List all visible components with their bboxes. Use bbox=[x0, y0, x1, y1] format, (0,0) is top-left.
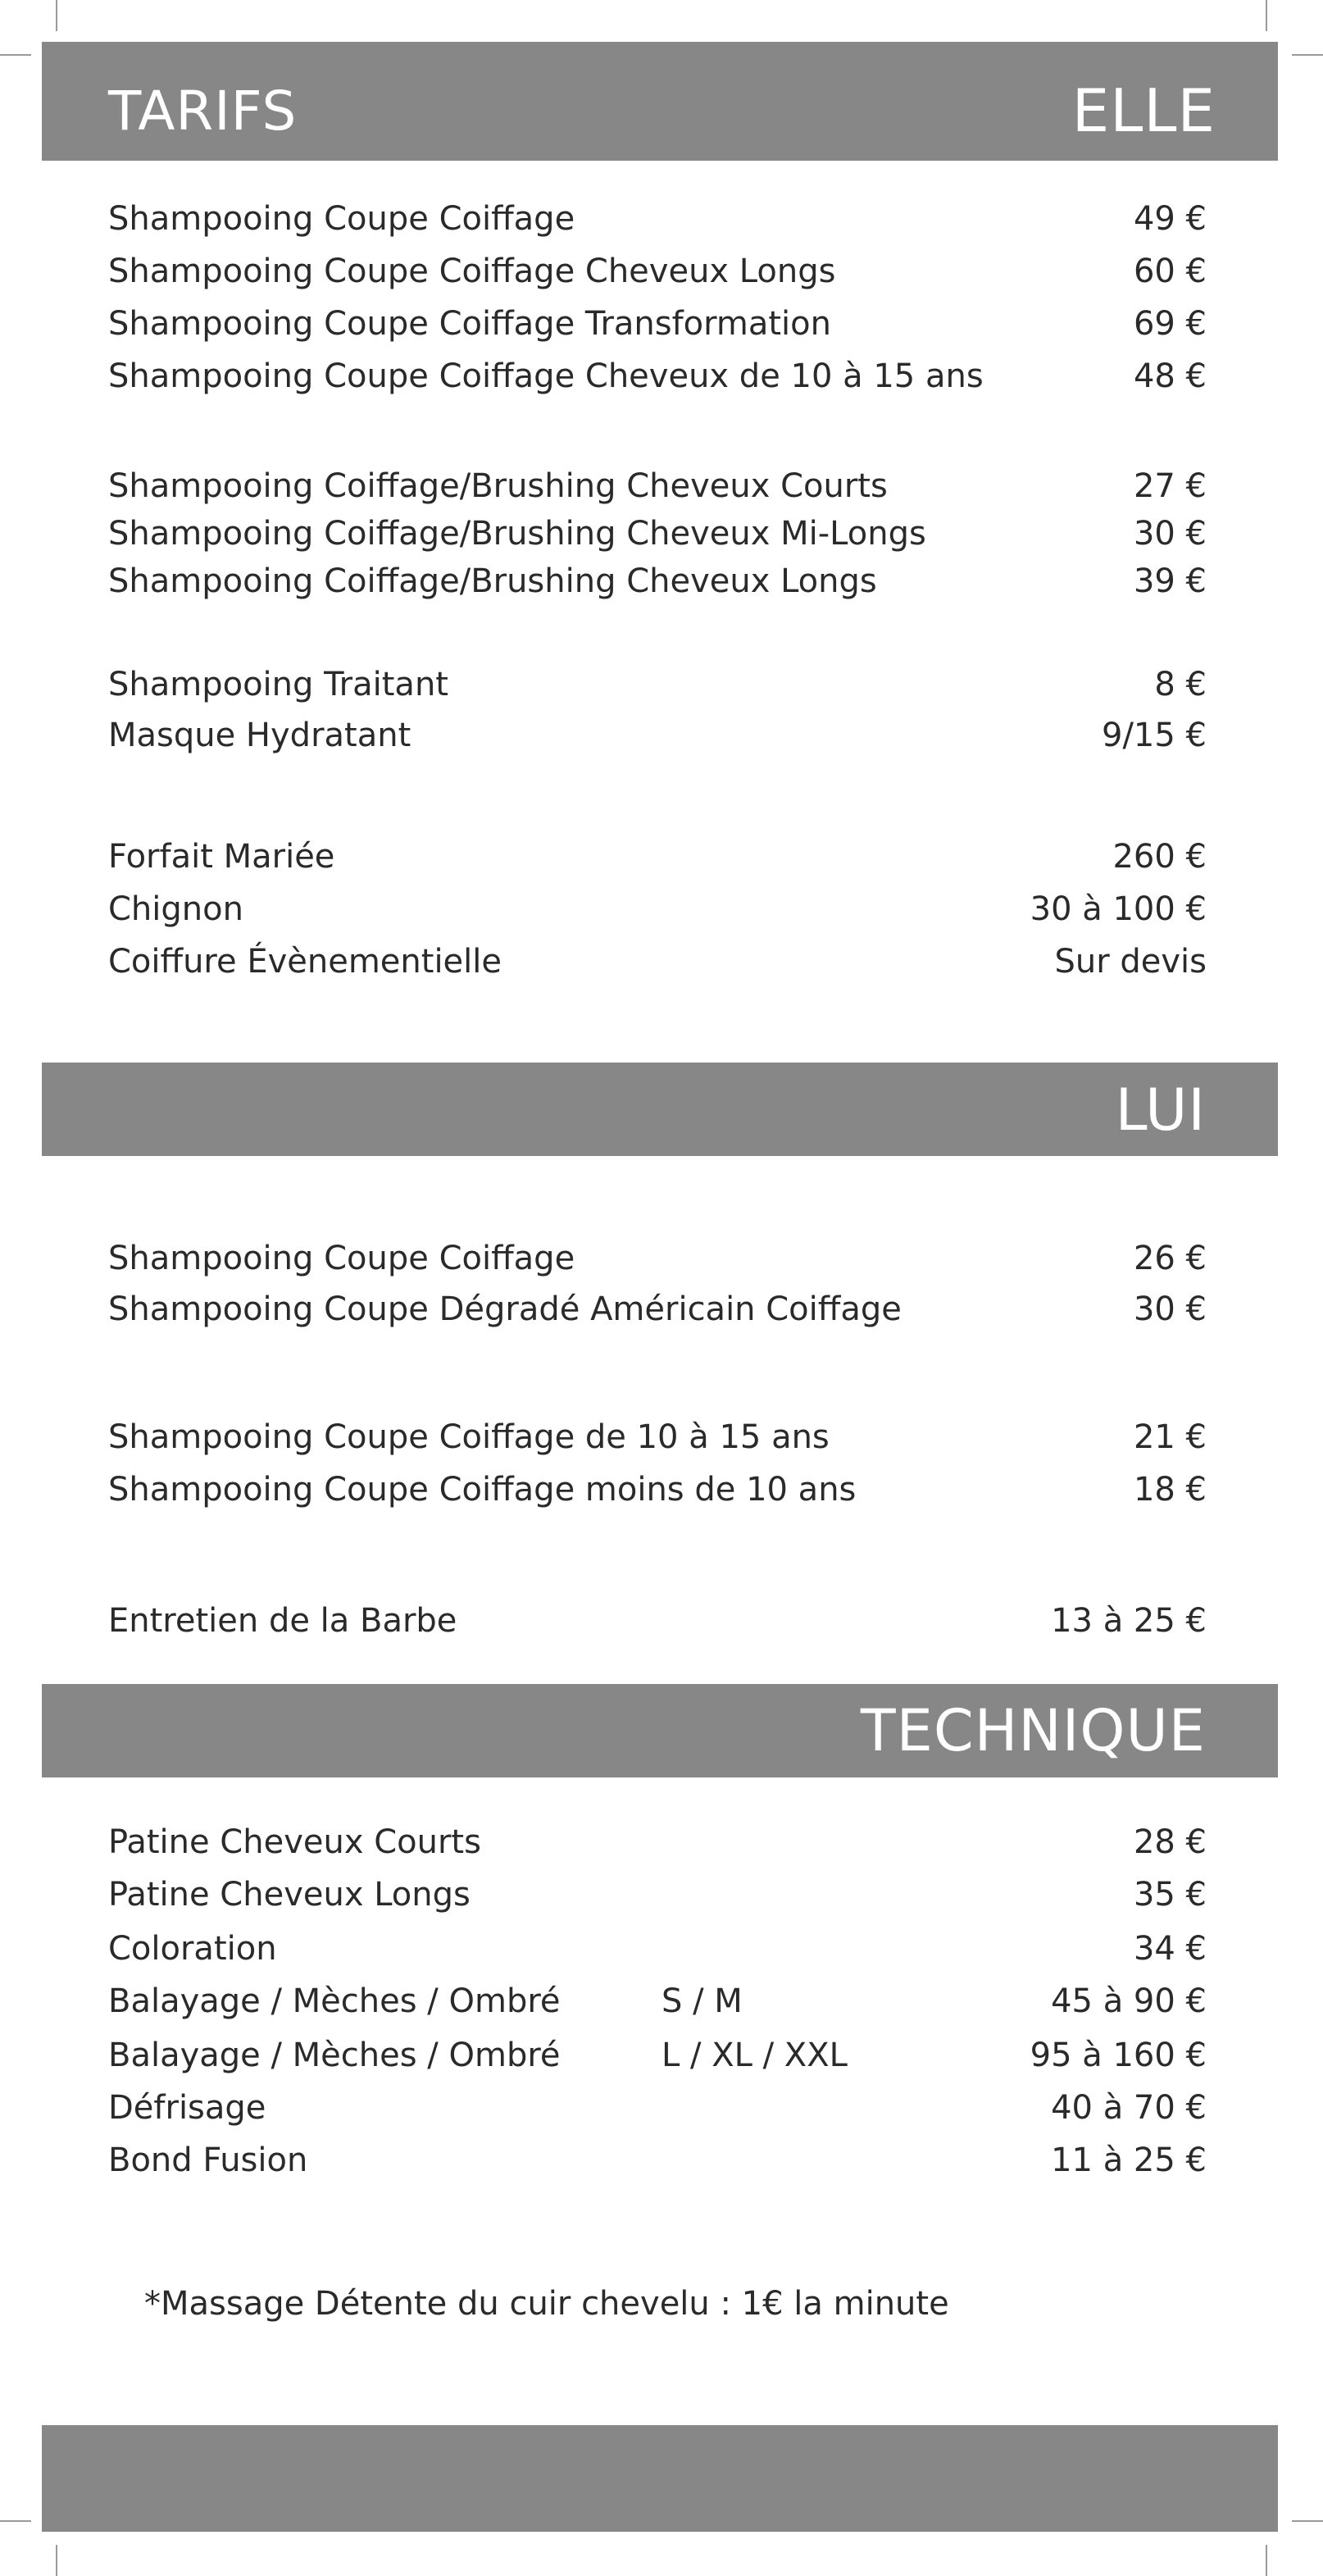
section-title-technique: TECHNIQUE bbox=[860, 1697, 1206, 1764]
footnote: *Massage Détente du cuir chevelu : 1€ la minute bbox=[144, 2285, 949, 2323]
price-row bbox=[108, 2088, 1207, 2128]
price-row bbox=[108, 942, 1207, 981]
service-label: Shampooing Coupe Coiffage Cheveux de 10 à 15 ans bbox=[108, 357, 984, 395]
price-row bbox=[108, 1418, 1207, 1457]
service-price: 95 à 160 € bbox=[1030, 2037, 1207, 2074]
price-row bbox=[108, 837, 1207, 876]
service-label: Shampooing Coiffage/Brushing Cheveux Longs bbox=[108, 562, 877, 600]
service-price: 18 € bbox=[1133, 1471, 1207, 1509]
price-row bbox=[108, 1929, 1207, 1968]
service-price: 49 € bbox=[1133, 200, 1207, 238]
service-label: Masque Hydratant bbox=[108, 717, 411, 754]
price-row bbox=[108, 357, 1207, 396]
service-price: 260 € bbox=[1112, 838, 1207, 876]
service-price: 30 € bbox=[1133, 1290, 1207, 1328]
section-title-lui: LUI bbox=[1115, 1076, 1206, 1144]
service-price: 69 € bbox=[1133, 305, 1207, 343]
service-label: Chignon bbox=[108, 890, 243, 928]
service-price: 60 € bbox=[1133, 253, 1207, 290]
price-row bbox=[108, 1982, 1207, 2021]
service-label: Coloration bbox=[108, 1930, 277, 1968]
service-label: Forfait Mariée bbox=[108, 838, 335, 876]
service-label: Patine Cheveux Longs bbox=[108, 1876, 471, 1914]
crop-mark-top-left-v bbox=[56, 0, 57, 31]
header-band-elle bbox=[42, 42, 1278, 161]
price-row bbox=[108, 514, 1207, 553]
service-price: 45 à 90 € bbox=[1051, 1982, 1207, 2020]
service-price: 48 € bbox=[1133, 357, 1207, 395]
price-row bbox=[108, 716, 1207, 755]
service-price: 39 € bbox=[1133, 562, 1207, 600]
price-row bbox=[108, 1470, 1207, 1509]
service-label: Shampooing Coupe Coiffage bbox=[108, 1240, 575, 1277]
service-label: Entretien de la Barbe bbox=[108, 1602, 457, 1640]
service-price: Sur devis bbox=[1054, 943, 1207, 981]
service-price: 8 € bbox=[1154, 666, 1207, 703]
service-label: Shampooing Traitant bbox=[108, 666, 448, 703]
service-label: Balayage / Mèches / Ombré bbox=[108, 1982, 561, 2020]
section-title-elle: ELLE bbox=[1071, 76, 1216, 145]
section-band-technique bbox=[42, 1684, 1278, 1777]
price-row bbox=[108, 1601, 1207, 1641]
service-price: 9/15 € bbox=[1102, 717, 1207, 754]
crop-mark-bottom-right-h bbox=[1292, 2520, 1323, 2522]
price-row bbox=[108, 2036, 1207, 2075]
service-price: 35 € bbox=[1133, 1876, 1207, 1914]
service-label: Bond Fusion bbox=[108, 2141, 308, 2179]
service-price: 34 € bbox=[1133, 1930, 1207, 1968]
price-row bbox=[108, 562, 1207, 601]
price-row bbox=[108, 1875, 1207, 1914]
service-label: Shampooing Coupe Coiffage Transformation bbox=[108, 305, 831, 343]
service-price: 13 à 25 € bbox=[1051, 1602, 1207, 1640]
page-title: TARIFS bbox=[108, 80, 298, 143]
price-row bbox=[108, 467, 1207, 506]
service-label: Shampooing Coiffage/Brushing Cheveux Mi-Longs bbox=[108, 515, 926, 553]
crop-mark-bottom-left-h bbox=[0, 2520, 31, 2522]
service-price: 26 € bbox=[1133, 1240, 1207, 1277]
service-price: 27 € bbox=[1133, 467, 1207, 505]
service-label: Patine Cheveux Courts bbox=[108, 1823, 481, 1861]
service-label: Défrisage bbox=[108, 2089, 266, 2127]
price-row bbox=[108, 252, 1207, 291]
service-price: 30 € bbox=[1133, 515, 1207, 553]
crop-mark-top-right-h bbox=[1292, 54, 1323, 56]
crop-mark-top-right-v bbox=[1266, 0, 1267, 31]
service-label: Shampooing Coupe Coiffage bbox=[108, 200, 575, 238]
crop-mark-bottom-right-v bbox=[1266, 2545, 1267, 2576]
service-label: Shampooing Coupe Coiffage moins de 10 ans bbox=[108, 1471, 857, 1509]
price-row bbox=[108, 199, 1207, 239]
service-label: Shampooing Coupe Dégradé Américain Coiffage bbox=[108, 1290, 902, 1328]
section-band-lui bbox=[42, 1063, 1278, 1156]
service-price: 30 à 100 € bbox=[1030, 890, 1207, 928]
service-price: 28 € bbox=[1133, 1823, 1207, 1861]
service-price: 21 € bbox=[1133, 1418, 1207, 1456]
service-label: Shampooing Coupe Coiffage de 10 à 15 ans bbox=[108, 1418, 830, 1456]
service-price: 40 à 70 € bbox=[1051, 2089, 1207, 2127]
service-size: L / XL / XXL bbox=[662, 2037, 848, 2074]
price-row bbox=[108, 890, 1207, 929]
price-row bbox=[108, 2141, 1207, 2180]
crop-mark-top-left-h bbox=[0, 54, 31, 56]
crop-mark-bottom-left-v bbox=[56, 2545, 57, 2576]
service-label: Shampooing Coupe Coiffage Cheveux Longs bbox=[108, 253, 836, 290]
footer-band bbox=[42, 2425, 1278, 2532]
price-row bbox=[108, 1823, 1207, 1862]
price-row bbox=[108, 1290, 1207, 1329]
price-row bbox=[108, 304, 1207, 344]
service-label: Coiffure Évènementielle bbox=[108, 943, 502, 981]
price-row bbox=[108, 1239, 1207, 1278]
service-size: S / M bbox=[662, 1982, 743, 2020]
service-price: 11 à 25 € bbox=[1051, 2141, 1207, 2179]
service-label: Shampooing Coiffage/Brushing Cheveux Courts bbox=[108, 467, 888, 505]
service-label: Balayage / Mèches / Ombré bbox=[108, 2037, 561, 2074]
price-row bbox=[108, 665, 1207, 704]
